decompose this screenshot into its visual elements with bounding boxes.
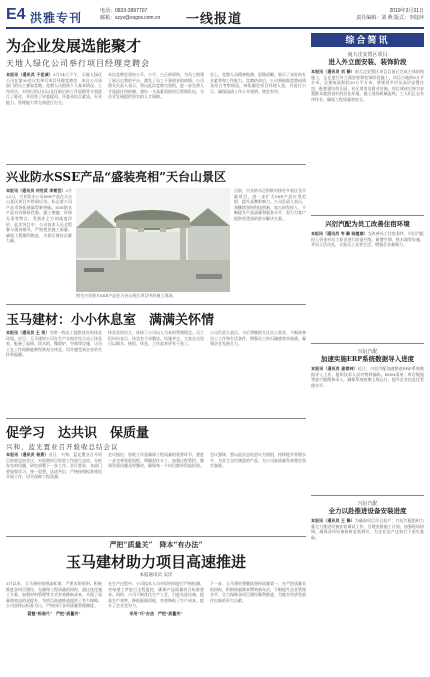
column-text: 近日，兴和、蓝光置业召开项目验收总结会议，对前期项目验收工作进行总结，分析存在的问题，研究部署下一步工作。会议要求，各部门要加强学习，统一思想，达成共识，严格按照标准规范开展工作，切实保障工程质量。 (6, 452, 102, 480)
brief-headline: 兴衍汽配为员工改善住宿环境 (325, 220, 410, 228)
article-column: 会上，竞聘人员精神饱满、思路清晰，展示了良好的专业素养和工作能力。竞聘结束后，公司将根据竞聘成绩及综合考察情况，择优确定项目经理人选，并进行公示，确保选拔工作公开透明、规范有序。 (210, 72, 306, 94)
divider (311, 495, 424, 496)
contact-email: 邮箱：szyx@sxgov.com.cn (100, 15, 161, 21)
article-yuma-body (6, 581, 306, 673)
article-byline: 本报讯（通讯员 王 英） (6, 330, 50, 335)
brief-text (311, 366, 424, 496)
article-column (6, 452, 102, 532)
article-column: 会议强调，要以此次总结会议为契机，持续提升管理水平，为业主交付满意的产品，为公司高质量发展奠定坚实基础。 (210, 452, 306, 469)
page-header (6, 5, 424, 29)
brief-text (311, 518, 424, 668)
masthead-logo: 洪雅专刊 (30, 11, 83, 25)
article-column (6, 581, 102, 673)
sidebar-title: 综合简讯 (311, 33, 424, 47)
brief-pre-title: 南大洼安置区项目 (347, 52, 388, 58)
article-byline: 本报通讯员 吴洋 (139, 573, 173, 578)
brief-byline: 本报讯（通讯员 姜春林） (311, 366, 358, 371)
article-talent-body (6, 72, 306, 160)
editor-credits: 责任编辑：刘 燕 版式：李陆萍 (356, 15, 424, 21)
issue-date: 2019年3月31日 (389, 8, 424, 14)
article-headline: 为企业发展选能聚才 (6, 37, 142, 55)
column-text: 3月14日下午，天地人绿化公司在第30会议室举行项目经理竞聘会，来自公司各部门的员工参加竞聘。竞聘人员围绕个人基本情况、工作经历、对岗位的认识以及任职后的工作思路等方面进行了陈述，并回答了评委提问。评委从综合素质、专业能力、管理能力等方面进行打分。 (6, 72, 102, 105)
photo-caption: 图为兴业防水SSE产品在天台山景区项目中的施工现场。 (76, 293, 177, 298)
article-column: 下一步，玉马建材将继续坚持质量第一，在严把质量关的同时，积极探索降本增效新办法，不断提升企业管理水平，全力保障各项目建设顺利推进，为地方经济发展作出新的更大贡献。 (210, 581, 306, 603)
brief-byline: 本报讯（通讯员 王 静） (311, 518, 355, 523)
brief-body: 为改善员工住宿条件，兴衍汽配投入资金对员工宿舍进行改造升级，新增空调、热水器等设施，并设立活动室，丰富员工业余生活，增强企业凝聚力。 (311, 231, 424, 248)
article-headline: 促学习 达共识 保质量 (6, 426, 150, 441)
brief-body: 为确保项目早日投产，兴衍汽配组织力量全力推进设备安装调试工作，合理安排施工计划，加强现场协调，确保各项设备按时安装到位，为企业达产达效打下坚实基础。 (311, 518, 424, 540)
brief-text (311, 231, 424, 341)
section-title: 一线报道 (186, 12, 243, 27)
divider (311, 343, 424, 344)
article-subtitle: 采用“巧”办法 严把“质量关” (129, 610, 183, 616)
article-column: 本次竞聘会坚持公开、公平、公正的原则，为员工搭建了展示自我的平台，激发了员工干事创业的热情。公司相关负责人表示，将以此次竞聘为契机，进一步完善人才选拔任用机制，建设一支高素质的项目管理队伍，为企业发展提供坚实的人才保障。 (108, 72, 204, 100)
article-byline: 本报讯（通讯员 何世武 李雪芸） (6, 188, 66, 193)
article-column: 会议指出，验收工作是确保工程质量的重要环节，要进一步完善验收流程，明确责任分工，加强过程管控，做到发现问题及时整改，确保每一个项目都经得起检验。 (108, 452, 204, 469)
article-column: 休息室的设立，体现了公司以人为本的管理理念。员工们纷纷表示，休息室干净整洁、设施齐全，大家在这里可以喝水、热饭、休息，工作起来更有干劲了。 (108, 330, 204, 347)
article-column (6, 72, 102, 160)
article-kicker: 严把“质量关” 降本“有办法” (109, 540, 203, 549)
brief-body: 近日，兴衍汽配加速推进ERP系统数据导入工作，组织技术人员对物料编码、BOM清单、库存数据等进行梳理和录入，确保系统按期上线运行，提升企业信息化管理水平。 (311, 366, 424, 388)
brief-item (311, 51, 424, 209)
brief-body: 南大洼安置区项目目前已完成主体结构施工，正在进行外立面安装和装饰阶段施工。项目占地约8万平方米，总建筑面积约20万平方米，将建设多层及高层安置住房，配套建设幼儿园、社区用房及商业设施。项目建成后将为安置群众提供良好的居住环境。施工现场机械轰鸣，工人们正在有序作业，确保工程质量和安全。 (311, 69, 424, 102)
brief-byline: 本报讯（通讯员 韦 静 陈植春） (311, 231, 368, 236)
brief-headline: 进入外立面安装、装饰阶段 (328, 58, 407, 66)
brief-pre-title: 兴衍汽配 (357, 349, 378, 355)
article-restroom-body (6, 330, 306, 414)
contact-phone: 电话：0833-3897707 (100, 8, 148, 14)
divider (6, 164, 306, 165)
article-column: 目前，兴业防水正积极对接更多景区及市政项目，进一步扩大SSE产品应用范围，提升品牌影响力。公司负责人表示，将继续坚持科技创新，加大研发投入，不断提升产品质量和服务水平，努力为客户提供更优质的防水解决方案。 (234, 188, 306, 221)
brief-headline: 全力以赴推进设备安装进度 (328, 507, 407, 515)
divider (6, 304, 306, 305)
article-column: 公司负责人表示，今后将继续关注员工需求，不断改善员工工作和生活条件，增强员工的归属感和幸福感，凝聚企业发展合力。 (210, 330, 306, 347)
brief-text (311, 69, 424, 209)
news-brief-sidebar (311, 33, 424, 673)
article-headline: 玉马建材助力项目高速推进 (65, 553, 246, 571)
date-info (336, 8, 424, 22)
brief-item (311, 220, 424, 341)
article-byline: 本报讯（通讯员 干佳诚） (6, 72, 53, 77)
page-number: E4 (6, 6, 26, 23)
contact-info (100, 8, 160, 22)
brief-byline: 本报讯（通讯员 刘 静） (311, 69, 355, 74)
column-text: 在生产过程中，公司技术人员对原材料进行严格检测，对每道工序进行全程监控，确保产品质量符合标准要求。同时，公司不断优化生产工艺，引进先进设备，提高生产效率，降低能源消耗，有效降低了生产成本，提升了企业竞争力。 (108, 581, 204, 609)
divider (6, 418, 306, 419)
article-column (108, 581, 204, 673)
article-headline: 玉马建材：小小休息室 满满关怀情 (6, 313, 215, 328)
divider (311, 215, 424, 216)
article-subheadline: 天地人绿化公司举行项目经理竞聘会 (6, 59, 150, 68)
column-text: 3月以来，玉马建材按照高标准、严要求的原则，积极推进各项目建设，在确保工程质量的同时，通过优化施工方案、加强材料管理等方式有效降低成本，实现了质量和效益的双提升，为项目高速推进提供了有力保障。公司坚持以标准为尺，严格执行各项质量管理制度。 (6, 581, 102, 609)
brief-headline: 加速实施ERP系统数据导入进度 (320, 355, 415, 363)
article-byline: 本报讯（通讯员 杨燕） (6, 452, 49, 457)
brief-item (311, 500, 424, 668)
article-subheadline: 兴和、蓝光置业召开验收总结会议 (6, 443, 119, 451)
article-subtitle: 紧握“标准尺” 严把“质量关” (27, 610, 81, 616)
divider (6, 536, 306, 537)
column-text: 为给一线员工提供良好的休息环境，近日，玉马建材公司在生产车间旁设立员工休息室，配备了桌椅、饮水机、微波炉、空调等设施，让员工在工作间隙能够得到充分休息，切实感受到企业的关怀和温暖。 (6, 330, 102, 358)
article-column (6, 188, 72, 298)
building-photo (76, 188, 230, 292)
article-headline: 兴业防水SSE产品“盛装亮相”天台山景区 (6, 170, 227, 184)
article-talent (6, 35, 306, 69)
brief-pre-title: 兴衍汽配 (357, 501, 378, 507)
article-acceptance-body (6, 452, 306, 532)
article-column (6, 330, 102, 414)
column-text: 3月22日，兴业防水公司SSE产品在天台山景区项目中得到应用，标志着公司产品市场拓展取得新突破。SSE防水产品具有耐候性强、施工便捷、环保无毒等特点，受到业主方的高度评价。此次项目中，公司技术人员全程参与现场指导，严格把控施工质量，确保工程顺利推进，为景区建设贡献力量。 (6, 188, 72, 244)
brief-item (311, 348, 424, 496)
news-photo-construction (76, 188, 230, 292)
